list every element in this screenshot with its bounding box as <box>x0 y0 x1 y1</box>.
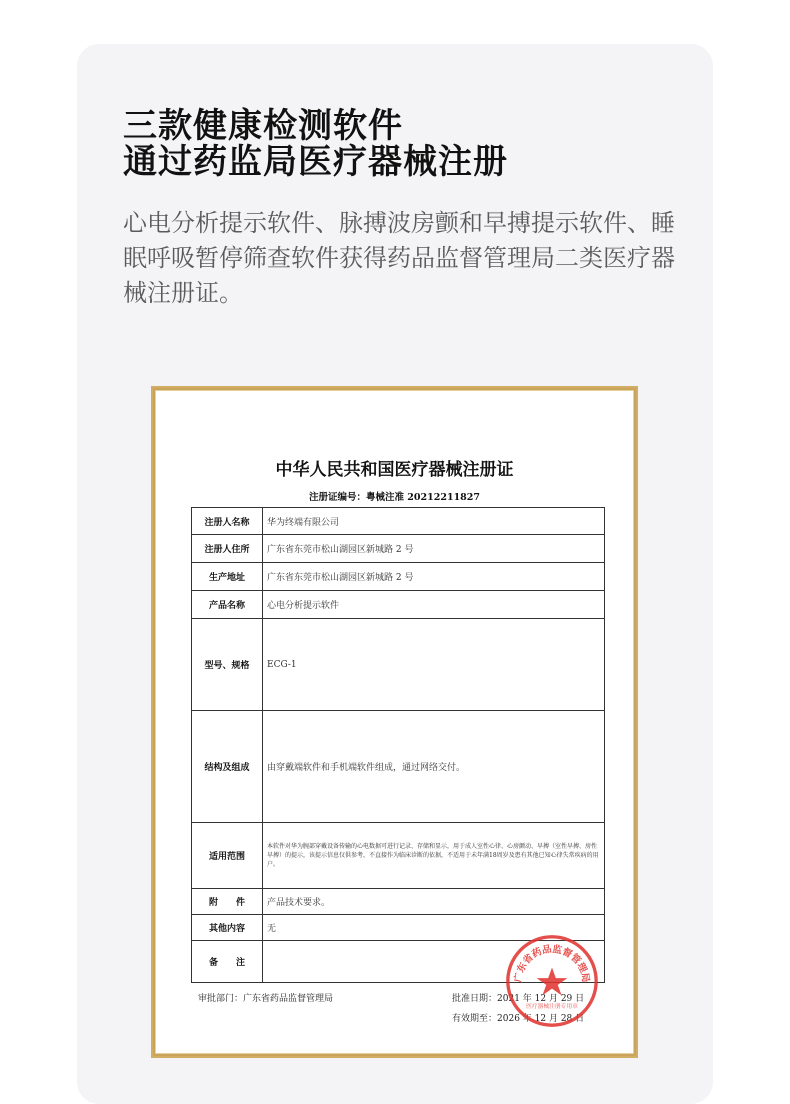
row-value: 广东省东莞市松山湖园区新城路 2 号 <box>263 535 605 563</box>
row-label: 注册人住所 <box>192 535 263 563</box>
row-value: 无 <box>263 915 605 941</box>
row-label: 生产地址 <box>192 563 263 591</box>
table-row <box>192 823 605 889</box>
row-label: 注册人名称 <box>192 508 263 535</box>
table-row <box>192 711 605 823</box>
row-label: 其他内容 <box>192 915 263 941</box>
row-value: 本软件对华为腕部穿戴设备传输的心电数据可进行记录、存储和显示，用于成人室性心律、心房颤动、早搏（室性早搏、房性早搏）的提示，该提示信息仅供参考，不直接作为临床诊断的依据，不适用于未年满18周岁及患有其他已知心律失常疾病的用户。 <box>263 823 605 889</box>
certificate-title: 中华人民共和国医疗器械注册证 <box>275 460 514 480</box>
headline-line-1: 三款健康检测软件 <box>123 106 403 146</box>
headline-line-2: 通过药监局医疗器械注册 <box>123 142 508 182</box>
registration-table <box>191 507 605 983</box>
table-row <box>192 535 605 563</box>
approval-department-label: 审批部门： <box>198 994 244 1004</box>
valid-until-label: 有效期至： <box>452 1014 498 1024</box>
approval-department-value: 广东省药品监督管理局 <box>243 994 334 1004</box>
table-row <box>192 889 605 915</box>
row-label: 结构及组成 <box>192 711 263 823</box>
row-value: 华为终端有限公司 <box>263 508 605 535</box>
row-value: 广东省东莞市松山湖园区新城路 2 号 <box>263 563 605 591</box>
table-row <box>192 508 605 535</box>
certificate-frame <box>151 386 638 1058</box>
approval-department <box>198 991 333 1004</box>
row-value: 产品技术要求。 <box>263 889 605 915</box>
row-label: 适用范围 <box>192 823 263 889</box>
table-row <box>192 591 605 619</box>
table-row <box>192 619 605 711</box>
official-seal <box>504 933 600 1029</box>
row-value: 心电分析提示软件 <box>263 591 605 619</box>
certificate-paper <box>155 390 634 1054</box>
seal-star-icon <box>537 968 568 996</box>
valid-until-value: 2026 年 12 月 28 日 <box>497 1014 585 1024</box>
row-label: 备 注 <box>192 941 263 983</box>
registration-number-line <box>156 489 633 503</box>
approval-date-value: 2021 年 12 月 29 日 <box>497 994 585 1004</box>
article-summary: 心电分析提示软件、脉搏波房颤和早搏提示软件、睡眠呼吸暂停筛查软件获得药品监督管理局二类医疗器械注册证。 <box>123 209 675 307</box>
row-label: 产品名称 <box>192 591 263 619</box>
row-value: ECG-1 <box>263 619 605 711</box>
row-label: 附 件 <box>192 889 263 915</box>
table-row <box>192 563 605 591</box>
registration-number-label: 注册证编号： <box>308 492 366 503</box>
article-headline <box>123 108 508 180</box>
row-label: 型号、规格 <box>192 619 263 711</box>
row-value: 由穿戴端软件和手机端软件组成，通过网络交付。 <box>263 711 605 823</box>
seal-sub-text: 医疗器械注册专用章 <box>526 1003 578 1010</box>
approval-date-label: 批准日期： <box>452 994 498 1004</box>
seal-arc-textpath: 广东省药品监督管理局 <box>513 943 591 984</box>
registration-number: 粤械注准 20212211827 <box>365 492 481 503</box>
